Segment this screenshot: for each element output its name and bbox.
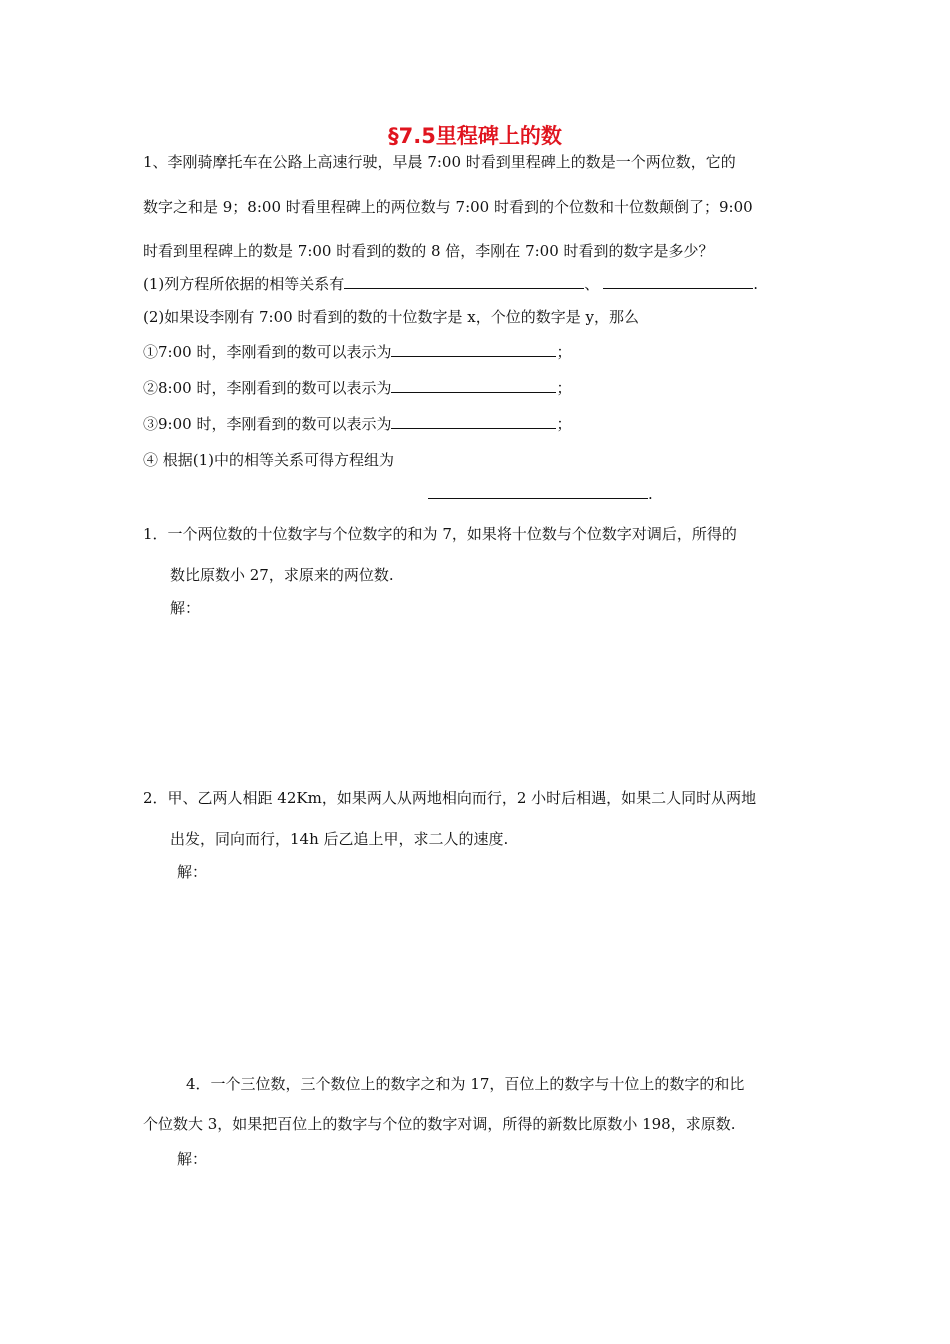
q1-part1-blank-1[interactable] — [344, 274, 584, 289]
q1-sub2-blank[interactable] — [391, 378, 556, 393]
q1-part1 — [143, 274, 758, 294]
p1-text-line-2: 数比原数小 27，求原来的两位数. — [170, 566, 394, 584]
q1-sub3-text: ③9:00 时，李刚看到的数可以表示为 — [143, 415, 392, 433]
q1-text-line-2: 数字之和是 9；8:00 时看里程碑上的两位数与 7:00 时看到的个位数和十位数颠倒了；9:00 — [143, 198, 753, 216]
p4-text-line-2: 个位数大 3，如果把百位上的数字与个位的数字对调，所得的新数比原数小 198，求原数. — [143, 1115, 736, 1133]
p2-text-line-2: 出发，同向而行，14h 后乙追上甲，求二人的速度. — [170, 830, 509, 848]
p1-answer-label: 解： — [170, 599, 201, 617]
q1-sub4: ④ 根据(1)中的相等关系可得方程组为 — [143, 451, 395, 469]
q1-text-line-1: 1、李刚骑摩托车在公路上高速行驶，早晨 7:00 时看到里程碑上的数是一个两位数，它的 — [143, 153, 736, 171]
q1-sub1-end: ； — [556, 343, 572, 361]
p4-answer-label: 解： — [177, 1150, 208, 1168]
q1-sub3 — [143, 414, 571, 434]
q1-sub2-end: ； — [556, 379, 572, 397]
q1-part1-separator: 、 — [584, 275, 600, 293]
p1-text-line-1: 1．一个两位数的十位数字与个位数字的和为 7，如果将十位数与个位数字对调后，所得的 — [143, 525, 737, 543]
page-title: §7.5里程碑上的数 — [388, 124, 562, 148]
q1-text-line-3: 时看到里程碑上的数是 7:00 时看到的数的 8 倍，李刚在 7:00 时看到的数字是多少？ — [143, 242, 714, 260]
p2-text-line-1: 2．甲、乙两人相距 42Km，如果两人从两地相向而行，2 小时后相遇，如果二人同时从两地 — [143, 789, 757, 807]
p2-answer-label: 解： — [177, 863, 208, 881]
p4-text-line-1: 4．一个三位数，三个数位上的数字之和为 17，百位上的数字与十位上的数字的和比 — [186, 1075, 745, 1093]
q1-sub2-text: ②8:00 时，李刚看到的数可以表示为 — [143, 379, 392, 397]
q1-part1-blank-2[interactable] — [603, 274, 753, 289]
q1-sub1-blank[interactable] — [391, 342, 556, 357]
q1-sub3-end: ； — [556, 415, 572, 433]
q1-sub3-blank[interactable] — [391, 414, 556, 429]
q1-part1-prefix: (1)列方程所依据的相等关系有 — [143, 275, 345, 293]
q1-sub4-end: . — [648, 485, 653, 503]
q1-sub1 — [143, 342, 571, 362]
q1-sub4-answer — [428, 484, 653, 504]
q1-sub2 — [143, 378, 571, 398]
q1-sub4-blank[interactable] — [428, 484, 648, 499]
q1-part2: (2)如果设李刚有 7:00 时看到的数的十位数字是 x，个位的数字是 y，那么 — [143, 308, 639, 326]
q1-part1-end: . — [753, 275, 759, 293]
q1-sub1-text: ①7:00 时，李刚看到的数可以表示为 — [143, 343, 392, 361]
